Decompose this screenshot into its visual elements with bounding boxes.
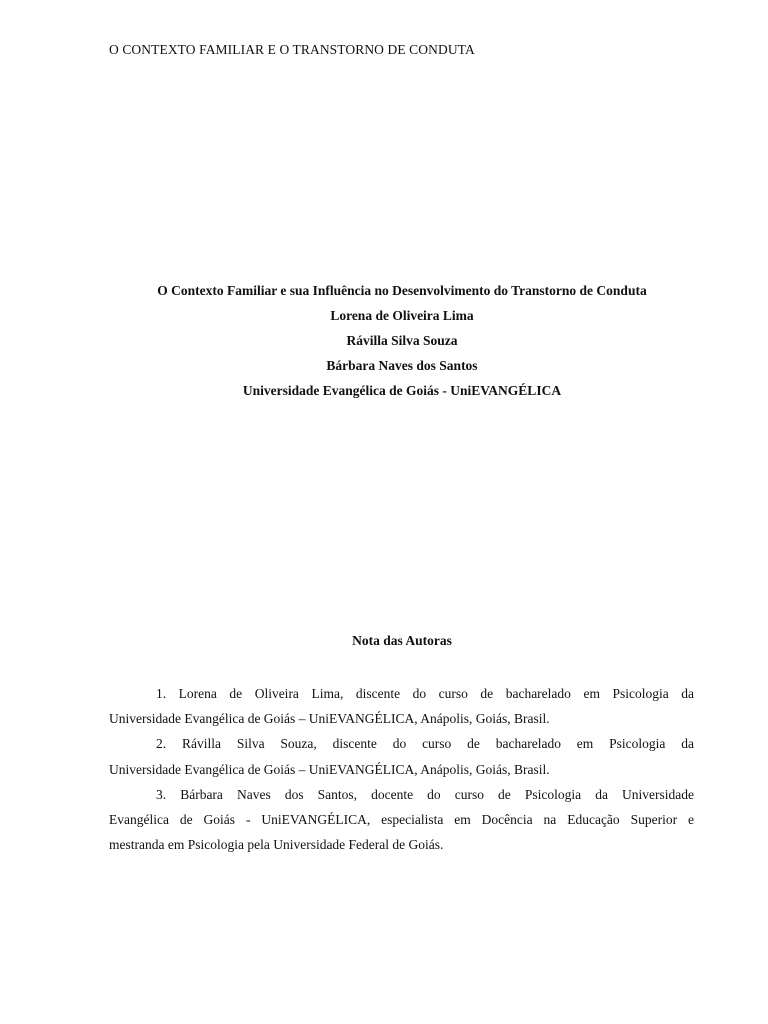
author-name: Lorena de Oliveira Lima: [330, 308, 474, 323]
author-note-line: Evangélica de Goiás - UniEVANGÉLICA, especialista em Docência na Educação Superior e: [109, 811, 694, 827]
paper-title: O Contexto Familiar e sua Influência no Desenvolvimento do Transtorno de Conduta: [157, 283, 647, 298]
title-block: [0, 278, 768, 403]
author-note-line: mestranda em Psicologia pela Universidade Federal de Goiás.: [109, 837, 444, 853]
author-affiliation: Universidade Evangélica de Goiás - UniEVANGÉLICA: [242, 383, 562, 398]
author-note-list: [109, 681, 694, 857]
author-note-line: Universidade Evangélica de Goiás – UniEVANGÉLICA, Anápolis, Goiás, Brasil.: [109, 761, 550, 777]
author-note-item: [109, 731, 694, 781]
author-note-item: [109, 681, 694, 731]
author-note-item: [109, 782, 694, 858]
author-note-line: Universidade Evangélica de Goiás – UniEVANGÉLICA, Anápolis, Goiás, Brasil.: [109, 711, 550, 727]
author-note-line: 2. Rávilla Silva Souza, discente do curso de bacharelado em Psicologia da: [156, 736, 694, 752]
author-name: Bárbara Naves dos Santos: [326, 358, 478, 373]
running-head: O CONTEXTO FAMILIAR E O TRANSTORNO DE CONDUTA: [109, 42, 475, 57]
author-name: Rávilla Silva Souza: [346, 333, 458, 348]
author-note-line: 3. Bárbara Naves dos Santos, docente do curso de Psicologia da Universidade: [156, 786, 694, 802]
author-note-line: 1. Lorena de Oliveira Lima, discente do curso de bacharelado em Psicologia da: [156, 686, 694, 701]
author-note-heading: Nota das Autoras: [352, 633, 452, 648]
